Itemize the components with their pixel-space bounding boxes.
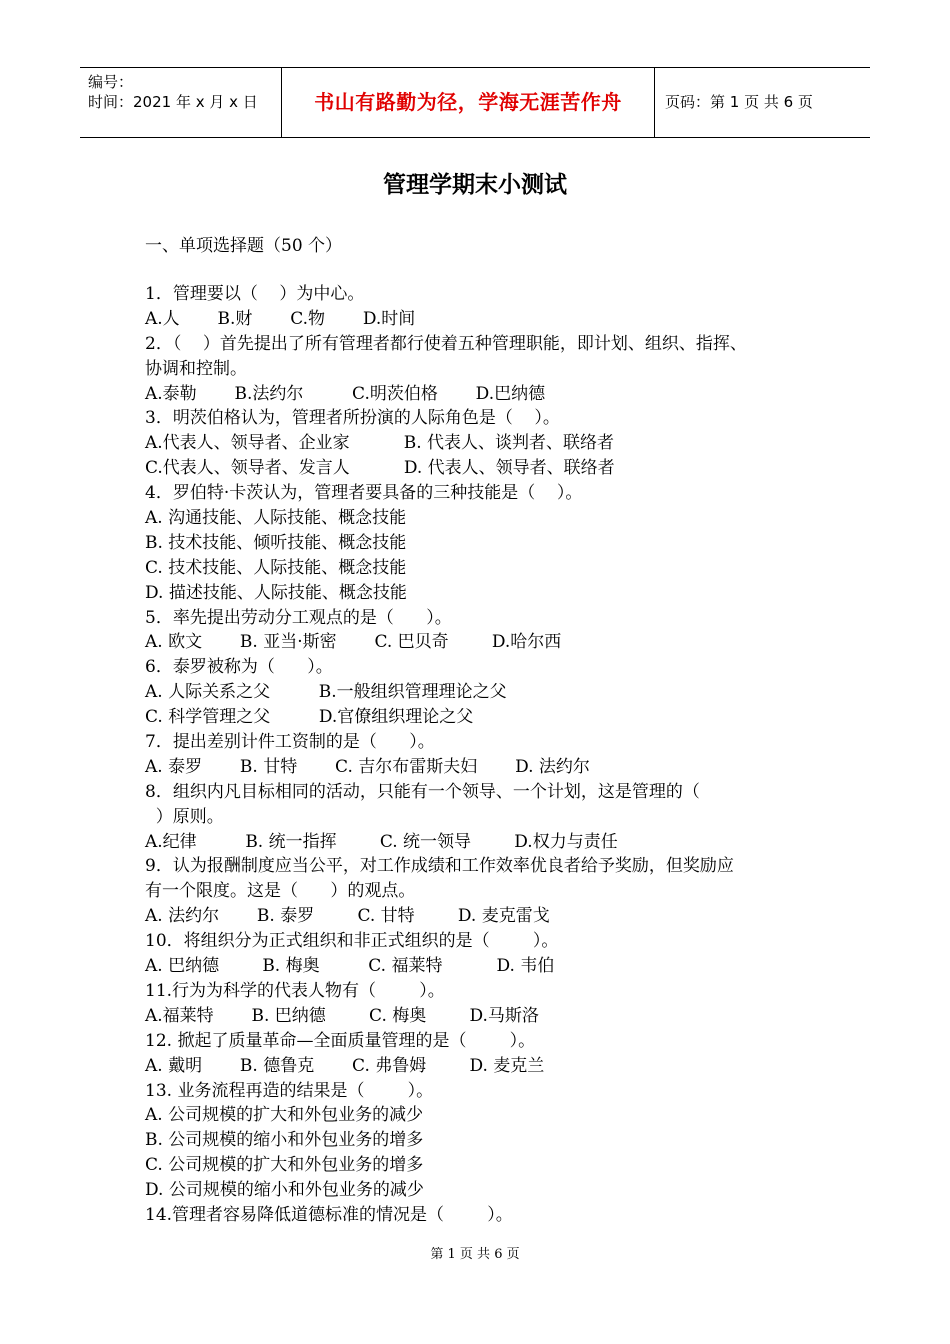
text-line: 10．将组织分为正式组织和非正式组织的是（ ）。 [145, 931, 559, 952]
text-line: 12. 掀起了质量革命—全面质量管理的是（ ）。 [145, 1030, 536, 1051]
question-list [145, 282, 835, 1228]
date-label: 时间：2021 年 x 月 x 日 [88, 93, 258, 111]
text-line: A. 巴纳德 B. 梅奥 C. 福莱特 D. 韦伯 [145, 956, 555, 977]
page-header [80, 67, 870, 138]
text-line: A.代表人、领导者、企业家 B. 代表人、谈判者、联络者 [145, 433, 615, 454]
text-line: 2．（ ）首先提出了所有管理者都行使着五种管理职能，即计划、组织、指挥、 [145, 333, 747, 354]
section-heading: 一、单项选择题（50 个） [145, 236, 343, 256]
text-line: C. 公司规模的扩大和外包业务的增多 [145, 1155, 424, 1176]
text-line: A. 泰罗 B. 甘特 C. 吉尔布雷斯夫妇 D. 法约尔 [145, 756, 590, 777]
motto: 书山有路勤为径，学海无涯苦作舟 [314, 90, 622, 114]
text-line: 协调和控制。 [145, 358, 247, 379]
text-line: 3．明茨伯格认为，管理者所扮演的人际角色是（ ）。 [145, 408, 560, 429]
text-line: D. 描述技能、人际技能、概念技能 [145, 582, 407, 603]
header-motto-cell [282, 68, 655, 137]
text-line: A. 欧文 B. 亚当·斯密 C. 巴贝奇 D.哈尔西 [145, 632, 562, 653]
text-line: 7．提出差别计件工资制的是（ ）。 [145, 732, 435, 753]
text-line: 4．罗伯特·卡茨认为，管理者要具备的三种技能是（ ）。 [145, 483, 583, 504]
text-line: B. 公司规模的缩小和外包业务的增多 [145, 1130, 424, 1151]
text-line: 13. 业务流程再造的结果是（ ）。 [145, 1080, 434, 1101]
text-line: ）原则。 [145, 806, 224, 827]
text-line: 1．管理要以（ ）为中心。 [145, 284, 365, 304]
text-line: C.代表人、领导者、发言人 D. 代表人、领导者、联络者 [145, 458, 615, 479]
text-line: C. 科学管理之父 D.官僚组织理论之父 [145, 707, 474, 728]
text-line: 11.行为为科学的代表人物有（ ）。 [145, 980, 445, 1001]
text-line: 有一个限度。这是（ ）的观点。 [145, 881, 416, 902]
text-line: B. 技术技能、倾听技能、概念技能 [145, 532, 407, 553]
text-line: 5．率先提出劳动分工观点的是（ ）。 [145, 607, 452, 628]
text-line: 8．组织内凡目标相同的活动，只能有一个领导、一个计划，这是管理的（ [145, 781, 700, 802]
text-line: D. 公司规模的缩小和外包业务的减少 [145, 1180, 424, 1201]
text-line: C. 技术技能、人际技能、概念技能 [145, 557, 407, 578]
text-line: A.纪律 B. 统一指挥 C. 统一领导 D.权力与责任 [145, 831, 618, 852]
text-line: A. 公司规模的扩大和外包业务的减少 [145, 1105, 424, 1126]
text-line: A. 沟通技能、人际技能、概念技能 [145, 508, 407, 529]
text-line: A.泰勒 B.法约尔 C.明茨伯格 D.巴纳德 [145, 383, 546, 404]
header-page-cell [655, 68, 870, 137]
page-footer: 第 1 页 共 6 页 [430, 1247, 520, 1262]
text-line: 6．泰罗被称为（ ）。 [145, 657, 333, 678]
code-label: 编号： [88, 73, 134, 91]
text-line: 9．认为报酬制度应当公平，对工作成绩和工作效率优良者给予奖励，但奖励应 [145, 856, 734, 877]
text-line: A.人 B.财 C.物 D.时间 [145, 308, 416, 329]
text-line: A.福莱特 B. 巴纳德 C. 梅奥 D.马斯洛 [145, 1005, 539, 1026]
page-info: 页码：第 1 页 共 6 页 [665, 93, 813, 111]
text-line: A. 人际关系之父 B.一般组织管理理论之父 [145, 682, 507, 703]
text-line: A. 戴明 B. 德鲁克 C. 弗鲁姆 D. 麦克兰 [145, 1055, 545, 1076]
header-meta [80, 68, 282, 137]
document-title: 管理学期末小测试 [383, 172, 567, 198]
text-line: 14.管理者容易降低道德标准的情况是（ ）。 [145, 1204, 513, 1225]
text-line: A. 法约尔 B. 泰罗 C. 甘特 D. 麦克雷戈 [145, 906, 550, 927]
